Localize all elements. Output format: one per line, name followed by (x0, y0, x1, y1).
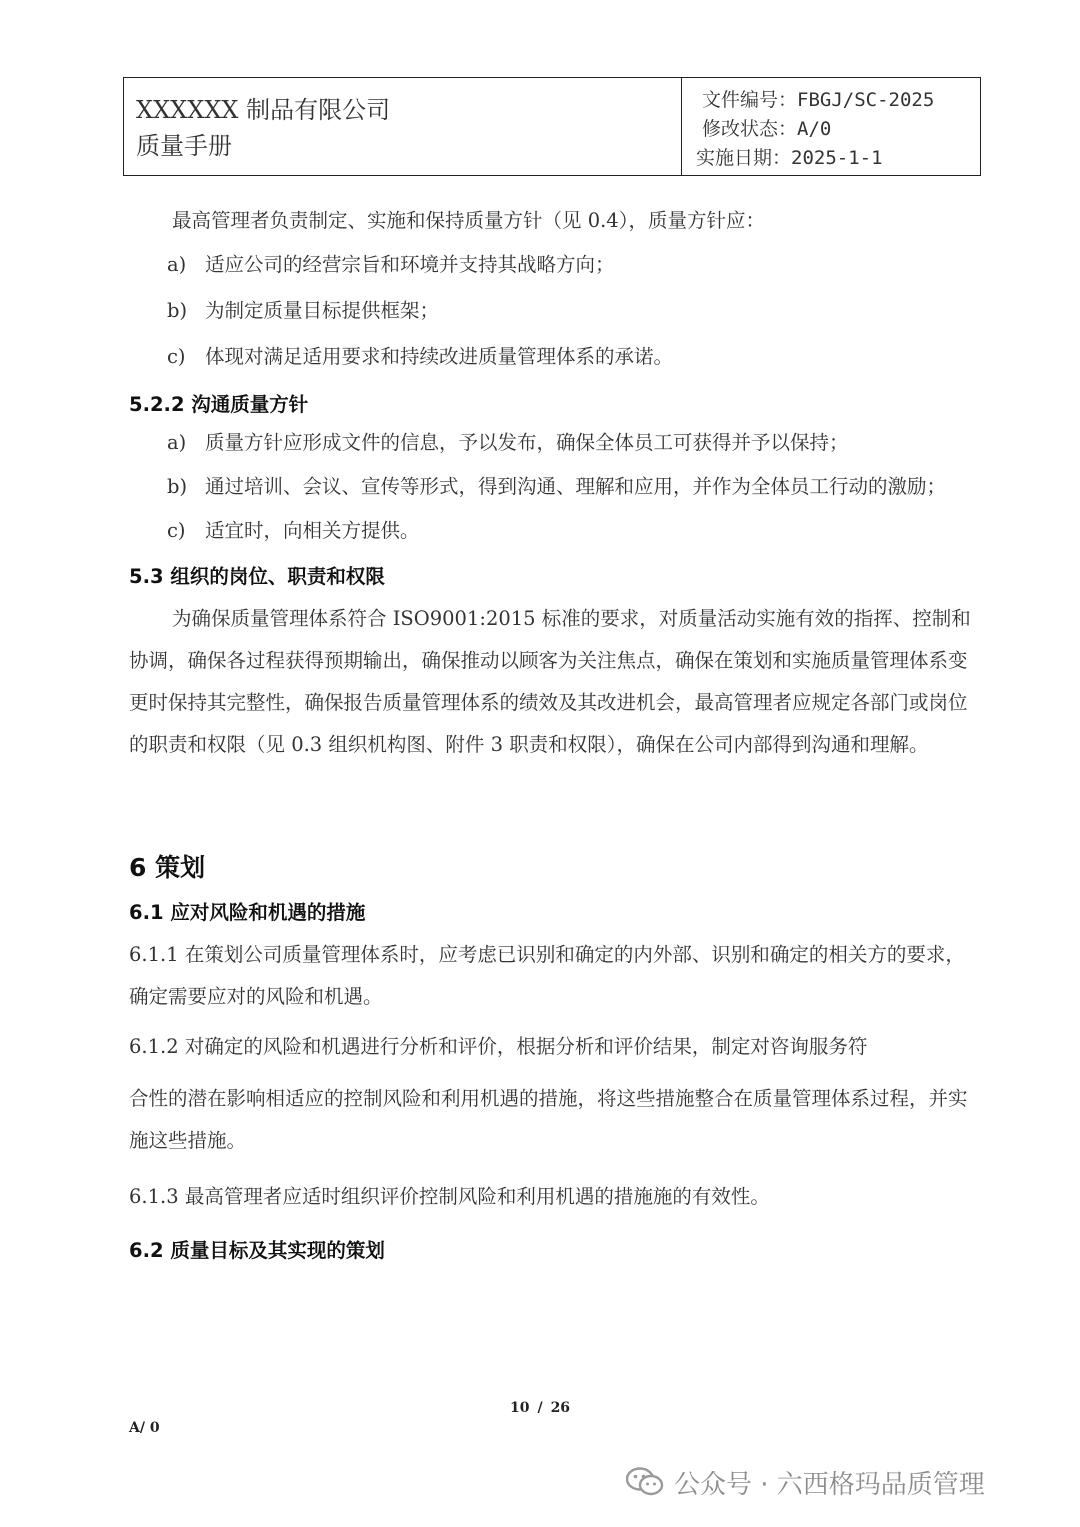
document-header (123, 77, 981, 176)
chapter-heading-6: 6 策划 (129, 853, 206, 882)
list-text: 适应公司的经营宗旨和环境并支持其战略方向； (205, 253, 615, 276)
wechat-watermark (626, 1462, 985, 1502)
page-separator: / (537, 1400, 543, 1416)
revision-row (702, 115, 980, 144)
list-text: 适宜时，向相关方提供。 (205, 519, 420, 542)
paragraph-6-1-1: 6.1.1 在策划公司质量管理体系时，应考虑已识别和确定的内外部、识别和确定的相关方的要求，确定需要应对的风险和机遇。 (129, 943, 965, 1008)
wechat-icon (626, 1467, 664, 1497)
header-meta-cell (682, 78, 980, 175)
footer-revision: A/ 0 (129, 1420, 160, 1436)
section-heading-6-1: 6.1 应对风险和机遇的措施 (129, 901, 366, 924)
list-item (129, 294, 979, 328)
page-number (0, 1400, 1080, 1416)
company-name: XXXXXX 制品有限公司 (136, 96, 391, 124)
list-marker: b) (167, 299, 188, 322)
revision-label: 修改状态： (702, 118, 798, 140)
list-item (129, 248, 979, 282)
list-item (129, 426, 979, 460)
list-text: 体现对满足适用要求和持续改进质量管理体系的承诺。 (205, 345, 674, 368)
page-total: 26 (550, 1400, 571, 1416)
list-item (129, 340, 979, 374)
section-heading-5-3: 5.3 组织的岗位、职责和权限 (129, 565, 385, 588)
effective-date-row (696, 144, 980, 173)
list-text: 通过培训、会议、宣传等形式，得到沟通、理解和应用，并作为全体员工行动的激励； (205, 475, 947, 498)
effective-date-label: 实施日期： (696, 147, 792, 169)
section-heading-5-2-2: 5.2.2 沟通质量方针 (129, 393, 309, 416)
paragraph-6-1-2-cont: 合性的潜在影响相适应的控制风险和利用机遇的措施，将这些措施整合在质量管理体系过程，并实施这些措施。 (129, 1087, 968, 1152)
list-text: 质量方针应形成文件的信息，予以发布，确保全体员工可获得并予以保持； (205, 431, 849, 454)
list-item (129, 514, 979, 548)
document-title: 质量手册 (136, 132, 232, 160)
section-5-3-paragraph: 为确保质量管理体系符合 ISO9001:2015 标准的要求，对质量活动实施有效的指挥、控制和协调，确保各过程获得预期输出，确保推动以顾客为关注焦点，确保在策划和实施质量管理体系变更时保持其完整性，确保报告质量管理体系的绩效及其改进机会，最高管理者应规定各部门或岗位的职责和权限（见 0.3 组织机构图、附件 3 职责和权限），确保在公司内部得到沟通和理解。 (129, 607, 971, 756)
doc-number-row (702, 86, 980, 115)
list-item (129, 470, 979, 504)
revision-value: A/0 (797, 118, 832, 140)
policy-intro: 最高管理者负责制定、实施和保持质量方针（见 0.4），质量方针应： (172, 209, 765, 232)
doc-number-label: 文件编号： (702, 89, 798, 111)
list-text: 为制定质量目标提供框架； (205, 299, 440, 322)
list-marker: a) (167, 253, 187, 276)
list-marker: b) (167, 475, 188, 498)
section-heading-6-2: 6.2 质量目标及其实现的策划 (129, 1239, 385, 1262)
list-marker: c) (167, 345, 186, 368)
page-current: 10 (509, 1400, 530, 1416)
doc-number-value: FBGJ/SC-2025 (797, 89, 935, 111)
list-marker: a) (167, 431, 187, 454)
document-body (129, 200, 979, 1272)
header-company-cell (124, 78, 682, 175)
list-marker: c) (167, 519, 186, 542)
effective-date-value: 2025-1-1 (791, 147, 883, 169)
watermark-text: 公众号 · 六西格玛品质管理 (674, 1469, 985, 1500)
paragraph-6-1-3: 6.1.3 最高管理者应适时组织评价控制风险和利用机遇的措施施的有效性。 (129, 1185, 770, 1208)
paragraph-6-1-2-line1: 6.1.2 对确定的风险和机遇进行分析和评价，根据分析和评价结果，制定对咨询服务符 (129, 1035, 868, 1058)
